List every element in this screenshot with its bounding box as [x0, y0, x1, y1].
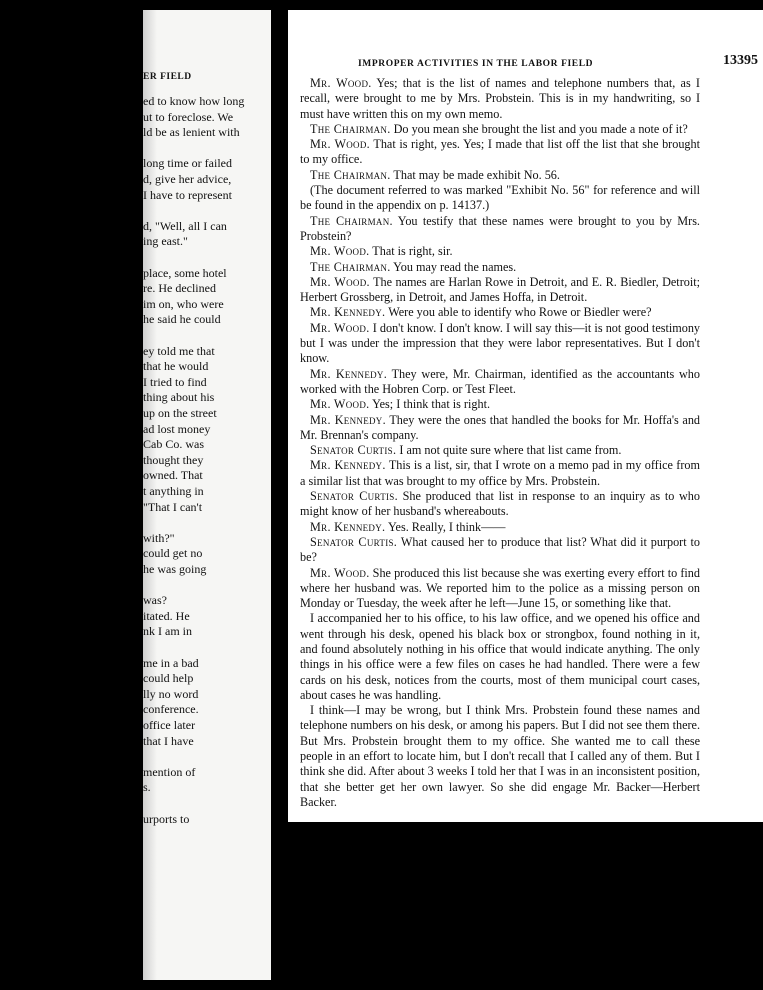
transcript-paragraph	[300, 520, 700, 535]
page-number: 13395	[723, 53, 758, 68]
left-page-line: with?"	[143, 530, 175, 545]
document-page	[288, 10, 763, 822]
left-page-line: conference.	[143, 702, 199, 717]
speaker-name: Senator Curtis.	[310, 489, 398, 504]
speaker-name: Mr. Kennedy.	[310, 458, 386, 473]
left-page-line: t anything in	[143, 484, 204, 498]
left-page-line: im on, who were	[143, 296, 224, 311]
paragraph-text: She produced that list in response to an inquiry as to who might know of her husband's whereabouts.	[300, 489, 700, 519]
left-page-line: office later	[143, 718, 196, 732]
left-page-line: owned. That	[143, 468, 203, 483]
speaker-name: Mr. Wood.	[310, 76, 372, 90]
left-page-line: thing about his	[143, 390, 215, 405]
paragraph-text: That is right, sir.	[369, 244, 453, 259]
left-page-line: Cab Co. was	[143, 437, 204, 452]
left-page-line: ad lost money	[143, 421, 211, 436]
left-page-line: me in a bad	[143, 655, 199, 670]
paragraph-text: What caused her to produce that list? What did it purport to be?	[300, 534, 700, 565]
left-page-line: that I have	[143, 733, 194, 748]
left-page-line: ut to foreclose. We	[143, 109, 234, 124]
speaker-name: Mr. Kennedy.	[310, 519, 386, 534]
paragraph-text: Yes; that is the list of names and telephone numbers that, as I recall, were brought to me by Mrs. Probstein. This is in my handwriting, so I must have written this on my own memo.	[300, 76, 700, 121]
transcript-paragraph	[300, 305, 700, 320]
transcript-paragraph	[300, 443, 700, 458]
left-page-line: was?	[143, 593, 167, 608]
speaker-name: Senator Curtis.	[310, 443, 397, 458]
left-page-line: lly no word	[143, 686, 199, 701]
left-page-line: mention of	[143, 764, 196, 779]
speaker-name: Mr. Kennedy.	[310, 305, 386, 320]
paragraph-text: You testify that these names were brought to you by Mrs. Probstein?	[300, 213, 700, 243]
running-header-title: IMPROPER ACTIVITIES IN THE LABOR FIELD	[358, 59, 594, 69]
left-page-line: d, give her advice,	[143, 172, 232, 186]
speaker-name: Mr. Wood.	[310, 565, 370, 580]
paragraph-text: You may read the names.	[390, 259, 517, 274]
left-page-line: he was going	[143, 562, 207, 576]
speaker-name: Mr. Wood.	[310, 274, 370, 289]
paragraph-text: That is right, yes. Yes; I made that list off the list that she brought to my office.	[300, 137, 701, 167]
transcript-paragraph	[300, 321, 700, 367]
left-page-line: he said he could	[143, 312, 221, 327]
left-page-line: urports to	[143, 811, 190, 826]
left-page-line: nk I am in	[143, 624, 192, 639]
speaker-name: Mr. Kennedy.	[310, 366, 388, 381]
left-page-line: thought they	[143, 452, 204, 467]
left-page-line: could help	[143, 671, 194, 686]
speaker-name: Senator Curtis.	[310, 534, 398, 549]
transcript-paragraph	[300, 214, 700, 245]
speaker-name: Mr. Wood.	[310, 397, 370, 412]
left-page-line: ey told me that	[143, 343, 215, 358]
left-page-line: that he would	[143, 359, 209, 374]
left-page-line: could get no	[143, 546, 203, 561]
transcript-paragraph	[300, 397, 700, 412]
transcript-paragraph	[300, 244, 700, 259]
left-page-line: re. He declined	[143, 281, 216, 296]
paragraph-text: That may be made exhibit No. 56.	[390, 167, 560, 182]
paragraph-text: I think—I may be wrong, but I think Mrs. Probstein found these names and telephone numbers on his desk, or among his papers. But I did not see them there. But Mrs. Probstein brought them to my office. She wanted me to call these people in an effort to locate him, but I don't recall that I called any of them. But I think she did. After about 3 weeks I told her that I was in an inconsistent position, that she better get her own lawyer. So she did engage Mr. Backer—Herbert Backer.	[300, 703, 700, 809]
transcript-paragraph	[300, 260, 700, 275]
transcript-paragraph	[300, 76, 700, 122]
hearing-transcript-body	[300, 76, 700, 810]
left-page-line: ed to know how long	[143, 94, 245, 108]
left-page-line: I have to represent	[143, 187, 232, 202]
paragraph-text: This is a list, sir, that I wrote on a memo pad in my office from a similar list that was brought to my office by Mrs. Probstein.	[300, 458, 701, 488]
paragraph-text: Yes. Really, I think——	[385, 519, 506, 534]
transcript-paragraph	[300, 168, 700, 183]
paragraph-text: Yes; I think that is right.	[369, 397, 490, 412]
paragraph-text: They were the ones that handled the books for Mr. Hoffa's and Mr. Brennan's company.	[300, 412, 701, 442]
speaker-name: Mr. Wood.	[310, 137, 371, 152]
paragraph-text: Were you able to identify who Rowe or Biedler were?	[385, 305, 652, 320]
transcript-paragraph	[300, 535, 700, 566]
transcript-paragraph	[300, 367, 700, 398]
transcript-paragraph	[300, 611, 700, 703]
left-page-line: place, some hotel	[143, 265, 227, 280]
previous-page-strip	[143, 10, 271, 980]
left-page-header: ER FIELD	[143, 72, 192, 82]
transcript-paragraph	[300, 413, 700, 444]
paragraph-text: I am not quite sure where that list came from.	[396, 443, 622, 458]
paragraph-text: (The document referred to was marked "Exhibit No. 56" for reference and will be found in the appendix on p. 14137.)	[300, 183, 700, 213]
left-page-line: s.	[143, 780, 151, 795]
speaker-name: The Chairman.	[310, 121, 391, 136]
transcript-paragraph	[300, 703, 700, 810]
speaker-name: Mr. Kennedy.	[310, 412, 386, 427]
speaker-name: The Chairman.	[310, 213, 393, 228]
left-page-line: up on the street	[143, 406, 217, 420]
paragraph-text: I don't know. I don't know. I will say this—it is not good testimony but I was under the impression that they were labor representatives. But I don't know.	[300, 320, 701, 366]
left-page-line: I tried to find	[143, 374, 207, 389]
speaker-name: The Chairman.	[310, 259, 391, 274]
running-header	[358, 53, 758, 73]
speaker-name: The Chairman.	[310, 167, 391, 182]
transcript-paragraph	[300, 275, 700, 306]
left-page-line: d, "Well, all I can	[143, 218, 227, 233]
transcript-paragraph	[300, 458, 700, 489]
transcript-paragraph	[300, 489, 700, 520]
paragraph-text: Do you mean she brought the list and you made a note of it?	[390, 121, 688, 136]
paragraph-text: She produced this list because she was exerting every effort to find where her husband was. We reported him to the police as a missing person on Monday or Tuesday, the week after he left—June 15, or something like that.	[300, 565, 700, 611]
paragraph-text: They were, Mr. Chairman, identified as the accountants who worked with the Hobren Corp. or Test Fleet.	[300, 366, 700, 396]
left-page-line: ld be as lenient with	[143, 125, 240, 140]
transcript-paragraph	[300, 183, 700, 214]
speaker-name: Mr. Wood.	[310, 320, 370, 335]
transcript-paragraph	[300, 122, 700, 137]
paragraph-text: I accompanied her to his office, to his law office, and we opened his office and went through his desk, opened his black box or strongbox, found nothing in it, and found absolutely nothing in his office that would indicate anything. The only things in his office were a few files on cases he had handled. There were a few cards on his desk, notices from the courts, most of them municipal court cases, about cases he was handling.	[300, 611, 700, 702]
transcript-paragraph	[300, 566, 700, 612]
transcript-paragraph	[300, 137, 700, 168]
speaker-name: Mr. Wood.	[310, 244, 370, 259]
left-page-line: long time or failed	[143, 156, 232, 171]
paragraph-text: The names are Harlan Rowe in Detroit, and E. R. Biedler, Detroit; Herbert Grossberg, in Detroit, and James Hoffa, in Detroit.	[300, 274, 701, 305]
left-page-line: itated. He	[143, 608, 190, 623]
left-page-line: ing east."	[143, 234, 188, 249]
left-page-line: "That I can't	[143, 499, 203, 514]
